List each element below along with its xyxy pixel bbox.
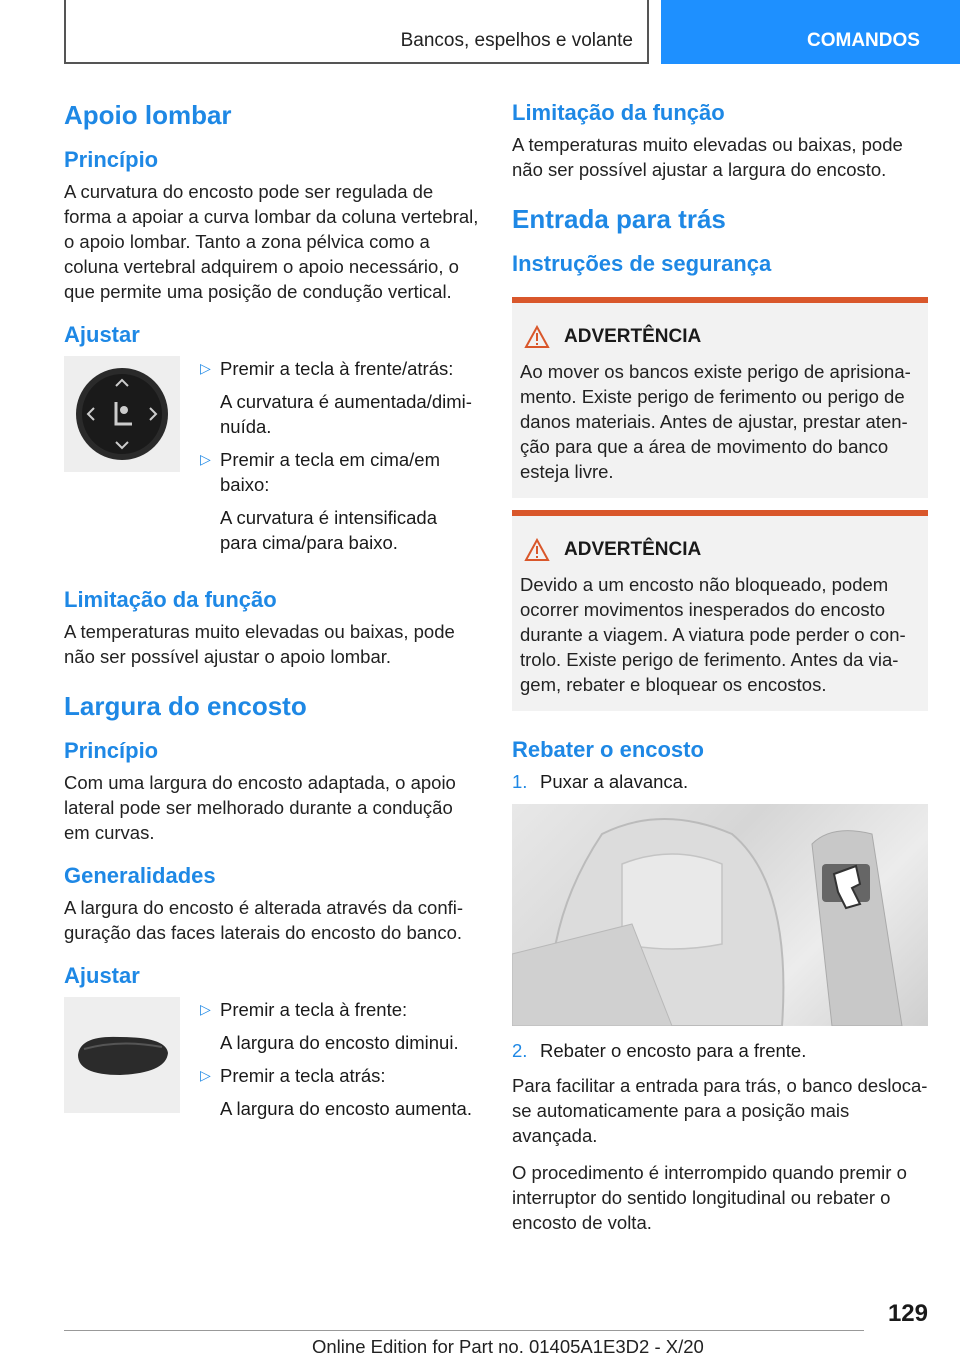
step-2: 2. Rebater o encosto para a frente.	[512, 1040, 807, 1061]
heading-safety: Instruções de segurança	[512, 251, 772, 276]
header-section-title: Bancos, espelhos e volante	[400, 30, 633, 51]
seat-lever-photo	[512, 804, 928, 1026]
seat-illustration	[512, 804, 928, 1026]
heading-general: Generalidades	[64, 863, 216, 888]
warning-triangle-icon	[524, 538, 550, 562]
warning-box-1	[512, 297, 928, 498]
heading-lumbar: Apoio lombar	[64, 100, 232, 130]
text-auto-move: Para facilitar a entrada para trás, o banco desloca-se automaticamente para a posição mais avançada.	[512, 1075, 928, 1146]
list-item: ▷ Premir a tecla à frente/atrás: A curvatura é aumentada/diminuída.	[200, 358, 472, 437]
list-item: ▷ Premir a tecla em cima/em baixo: A curvatura é intensificada para cima/para baixo.	[200, 449, 440, 553]
heading-principle-2: Princípio	[64, 738, 159, 763]
heading-adjust-2: Ajustar	[64, 963, 140, 988]
header-chapter-tab	[661, 0, 960, 64]
lumbar-switch-icon	[72, 364, 172, 464]
warning-box-2	[512, 510, 928, 711]
heading-limit-2: Limitação da função	[512, 100, 725, 125]
list-item: ▷ Premir a tecla atrás: A largura do encosto aumenta.	[200, 1065, 472, 1119]
warning-title-2: ADVERTÊNCIA	[520, 538, 920, 562]
footer-divider	[64, 1330, 864, 1331]
footer-edition: Online Edition for Part no. 01405A1E3D2 - X/20	[312, 1336, 704, 1357]
adjust-lumbar-list	[200, 356, 479, 563]
width-switch-icon	[70, 1025, 174, 1085]
header-section-box	[64, 0, 649, 64]
triangle-bullet-icon: ▷	[200, 451, 211, 467]
list-item: ▷ Premir a tecla à frente: A largura do encosto diminui.	[200, 999, 459, 1053]
text-principle-2: Com uma largura do encosto adaptada, o apoio lateral pode ser melhorado durante a condução em curvas.	[64, 772, 456, 843]
page-number: 129	[887, 1300, 928, 1327]
adjust-width-block	[64, 997, 479, 1129]
left-column	[64, 100, 479, 1153]
warning-title-1: ADVERTÊNCIA	[520, 325, 920, 349]
heading-rear-entry: Entrada para trás	[512, 204, 726, 234]
warning-text-1: Ao mover os bancos existe perigo de aprisionamento. Existe perigo de ferimento ou perigo de danos materiais. Antes de ajustar, prestar atenção para que a área de movimento do banco esteja livre.	[520, 361, 911, 482]
heading-fold: Rebater o encosto	[512, 737, 704, 762]
triangle-bullet-icon: ▷	[200, 360, 211, 376]
heading-adjust-1: Ajustar	[64, 322, 140, 347]
warning-triangle-icon	[524, 325, 550, 349]
adjust-width-list	[200, 997, 472, 1129]
heading-principle-1: Princípio	[64, 147, 159, 172]
text-general: A largura do encosto é alterada através da configuração das faces laterais do encosto do banco.	[64, 897, 464, 943]
width-switch-image	[64, 997, 180, 1113]
text-principle-1: A curvatura do encosto pode ser regulada de forma a apoiar a curva lombar da coluna vertebral, o apoio lombar. Tanto a zona pélvica como a coluna vertebral adquirem o apoio necessário, o que permite uma posição de condução vertical.	[64, 181, 479, 302]
right-column	[512, 100, 928, 1247]
text-interrupt: O procedimento é interrompido quando premir o interruptor do sentido longitudinal ou rebater o encosto de volta.	[512, 1162, 907, 1233]
lumbar-switch-image	[64, 356, 180, 472]
text-limit-1: A temperaturas muito elevadas ou baixas, pode não ser possível ajustar o apoio lombar.	[64, 621, 455, 667]
text-limit-2: A temperaturas muito elevadas ou baixas, pode não ser possível ajustar a largura do encosto.	[512, 134, 903, 180]
header-chapter-title: COMANDOS	[807, 30, 920, 51]
heading-width: Largura do encosto	[64, 691, 307, 721]
warning-text-2: Devido a um encosto não bloqueado, podem ocorrer movimentos inesperados do encosto durante a viagem. A viatura pode perder o controlo. Existe perigo de ferimento. Antes da viagem, rebater e bloquear os encostos.	[520, 574, 906, 695]
triangle-bullet-icon: ▷	[200, 1001, 211, 1017]
step-1: 1. Puxar a alavanca.	[512, 771, 689, 792]
triangle-bullet-icon: ▷	[200, 1067, 211, 1083]
heading-limit-1: Limitação da função	[64, 587, 277, 612]
adjust-lumbar-block	[64, 356, 479, 563]
